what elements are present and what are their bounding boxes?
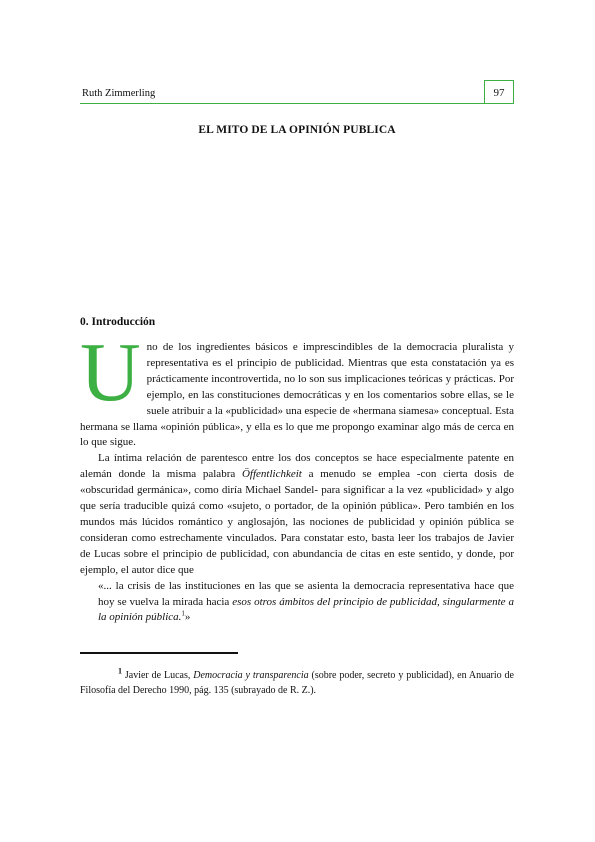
paragraph-2-text-after: a menudo se emplea -con cierta dosis de «obscuridad germánica», como diría Michael Sandel- para significar a la vez «publicidad» y algo que sería traducible quizá como «sujeto, o portador, de la opinión pública». Pero también en los mundos más lúcidos romántico y anglosajón, las nociones de publicidad y opinión pública se consideran como estrechamente vinculados. Para constatar esto, basta leer los trabajos de Javier de Lucas sobre el principio de publicidad, con abundancia de citas en este sentido, y donde, por ejemplo, el autor dice que: [80, 468, 514, 576]
header-author: Ruth Zimmerling: [82, 88, 156, 99]
quote-text: «... la crisis de las instituciones en las que se asienta la democracia representativa hace que hoy se vuelva la mirada hacia: [98, 579, 514, 608]
paragraph-2-italic-word: Öffentlichkeit: [241, 468, 302, 481]
quote-italic-text: esos otros ámbitos del principio de publicidad, singularmente a la opinión pública.: [98, 595, 514, 624]
article-title: EL MITO DE LA OPINIÓN PUBLICA: [198, 124, 396, 136]
footnote-rest: (sobre poder, secreto y publicidad), en Anuario de Filosofía del Derecho 1990, pág. 135 (subrayado de R. Z.).: [80, 670, 514, 696]
quote-closing: »: [184, 611, 191, 624]
page-number-box: [484, 80, 514, 103]
running-header: [80, 80, 514, 104]
paragraph-2: [80, 451, 514, 578]
paragraph-1-text: no de los ingredientes básicos e imprescindibles de la democracia pluralista y representativa es el principio de publicidad. Mientras que esta constatación ya es prácticamente incontrovertida, no lo son sus implicaciones teóricas y prácticas. Por ejemplo, en las constituciones democráticas y en los comentarios sobre ellas, se le suele atribuir a la «publicidad» una especie de «hermana siamesa» conceptual. Esta hermana se llama «opinión pública», y ella es lo que me propongo examinar algo más de cerca en lo que sigue.: [80, 341, 514, 449]
header-rule: [80, 103, 514, 104]
block-quote: [98, 579, 514, 627]
page-number: 97: [493, 87, 505, 99]
footnote-1: [80, 668, 514, 698]
paragraph-2-text-before: La íntima relación de parentesco entre los dos conceptos se hace especialmente patente en alemán donde la misma palabra: [80, 452, 514, 481]
paragraph-1: [80, 326, 514, 451]
footnote-work-title: Democracia y transparencia: [193, 670, 309, 681]
footnote-author: Javier de Lucas,: [122, 670, 194, 681]
body-text: [80, 326, 514, 626]
footnote-number: 1: [118, 666, 122, 676]
footnote-reference[interactable]: 1: [181, 609, 185, 618]
drop-cap: U: [80, 326, 141, 419]
footnote-rule: [80, 652, 238, 654]
section-heading: 0. Introducción: [80, 316, 156, 328]
